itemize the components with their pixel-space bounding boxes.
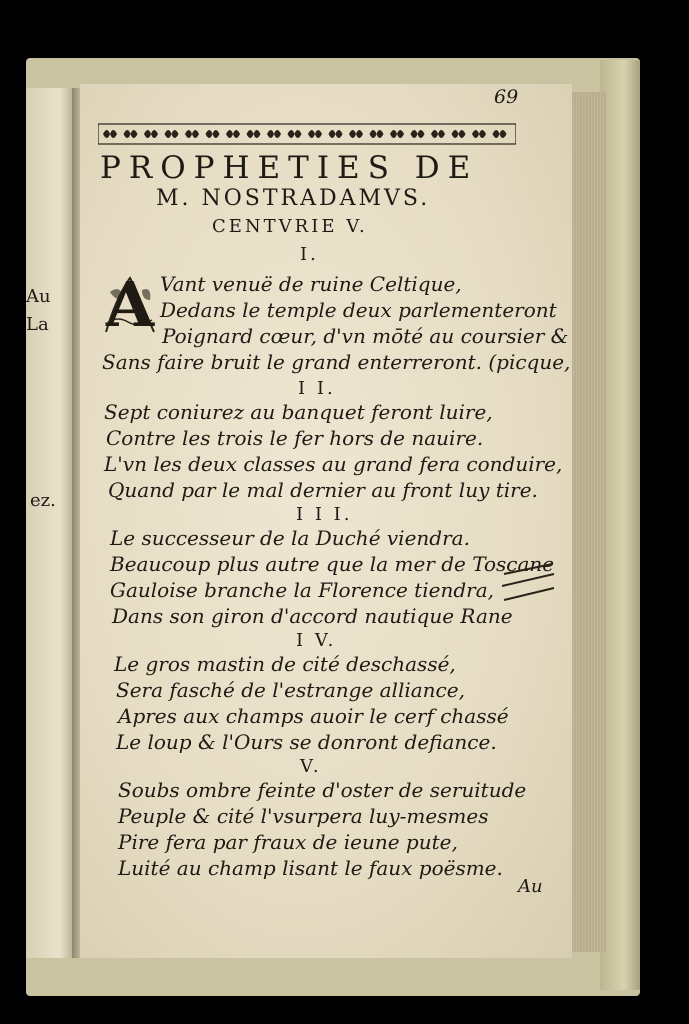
verse-line: Sans faire bruit le grand enterreront. (picque, [102, 350, 571, 374]
quatrain-number: I I I. [296, 504, 353, 525]
decorated-initial-letter: A [105, 268, 155, 341]
title-line-1: PROPHETIES DE [100, 150, 479, 186]
verse-line: Gauloise branche la Florence tiendra, [110, 578, 494, 602]
ornament-motif [185, 130, 199, 138]
verse-line: L'vn les deux classes au grand fera conduire, [104, 452, 563, 476]
verse-line: Apres aux champs auoir le cerf chassé [118, 704, 509, 728]
ornament-motif [472, 130, 486, 138]
verse-line: Beaucoup plus autre que la mer de Toscane [110, 552, 555, 576]
title-line-2: M. NOSTRADAMVS. [156, 186, 431, 211]
ornamental-border [98, 122, 516, 146]
ornament-motif [144, 130, 158, 138]
left-page-edge [26, 88, 74, 958]
quatrain-number: I I. [298, 378, 336, 399]
quatrain-number: V. [300, 756, 322, 777]
verse-line: Contre les trois le fer hors de nauire. [106, 426, 484, 450]
verse-line: Sept coniurez au banquet feront luire, [104, 400, 493, 424]
left-page-fragment: La [26, 314, 49, 335]
ornament-motif [493, 130, 507, 138]
verse-line: Pire fera par fraux de ieune pute, [118, 830, 458, 854]
handwritten-margin-marks [500, 560, 556, 604]
quatrain-number: I V. [296, 630, 337, 651]
ornament-motif [124, 130, 138, 138]
ornament-motif [329, 130, 343, 138]
verse-line: Luité au champ lisant le faux poësme. [118, 856, 503, 880]
ornament-motif [390, 130, 404, 138]
verse-line: Vant venuë de ruine Celtique, [160, 272, 462, 296]
verse-line: Le loup & l'Ours se donront defiance. [116, 730, 497, 754]
page-block-edges [572, 92, 606, 952]
ornament-motif [431, 130, 445, 138]
ornament-motif [411, 130, 425, 138]
verse-line: Quand par le mal dernier au front luy tire. [108, 478, 538, 502]
verse-line: Dans son giron d'accord nautique Rane [112, 604, 513, 628]
verse-line: Sera fasché de l'estrange alliance, [116, 678, 465, 702]
vellum-wrapper-edge [600, 60, 640, 990]
left-page-fragment: ez. [30, 490, 56, 511]
catchword: Au [518, 876, 543, 897]
ornament-motif [103, 130, 117, 138]
ornament-motif [452, 130, 466, 138]
verse-line: Peuple & cité l'vsurpera luy-mesmes [118, 804, 489, 828]
decorated-initial [102, 268, 158, 341]
verse-line: Dedans le temple deux parlementeront [160, 298, 557, 322]
ornament-motif [288, 130, 302, 138]
page-number: 69 [494, 86, 519, 108]
section-heading: CENTVRIE V. [212, 216, 368, 237]
left-page-fragment: Au [26, 286, 51, 307]
ornament-motif [267, 130, 281, 138]
ornament-motif [165, 130, 179, 138]
ornament-motif [370, 130, 384, 138]
ornament-motif [349, 130, 363, 138]
verse-line: Soubs ombre feinte d'oster de seruitude [118, 778, 527, 802]
verse-line: Le gros mastin de cité deschassé, [114, 652, 456, 676]
verse-line: Le successeur de la Duché viendra. [110, 526, 470, 550]
ornament-motif [247, 130, 261, 138]
ornament-motif [308, 130, 322, 138]
verse-line: Poignard cœur, d'vn mōté au coursier & [162, 324, 569, 348]
ornament-motif [226, 130, 240, 138]
quatrain-number: I. [300, 244, 319, 265]
ornament-motif [206, 130, 220, 138]
